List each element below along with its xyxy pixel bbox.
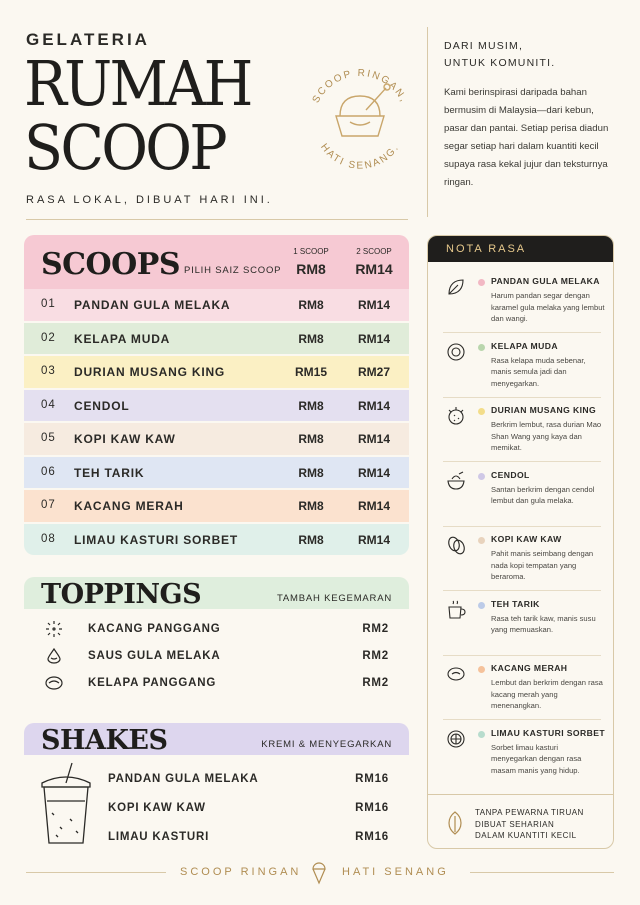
flavour-note: [428, 661, 614, 723]
scoop-price-1-scoop: RM8: [298, 298, 324, 312]
note-description: Lembut dan berkrim dengan rasa kacang merah yang menenangkan.: [491, 678, 603, 710]
shake-row: KOPI KAW KAW RM16: [108, 802, 389, 814]
bowl-icon: [445, 470, 467, 492]
shakes-subtitle: KREMI & MENYEGARKAN: [261, 739, 392, 750]
col-2-scoop-label: 2 SCOOP: [356, 247, 392, 256]
intro-heading: DARI MUSIM, UNTUK KOMUNITI.: [444, 40, 556, 69]
header-divider: [26, 219, 408, 220]
note-divider: [443, 719, 601, 720]
flavour-color-dot: [478, 602, 485, 609]
scoop-number: 02: [41, 331, 56, 344]
col-1-scoop-label: 1 SCOOP: [293, 247, 329, 256]
note-divider: [443, 332, 601, 333]
notes-title: NOTA RASA: [428, 236, 614, 262]
shake-row: PANDAN GULA MELAKA RM16: [108, 773, 389, 785]
scoops-section: [24, 235, 409, 555]
scoop-row: [24, 323, 409, 355]
intro-body: Kami berinspirasi daripada bahan bermusim di Malaysia—dari kebun, pasar dan pantai. Setiap perisa diadun segar setiap hari dalam kuantiti kecil supaya rasa kekal jujur dan teksturnya ringan.: [444, 87, 609, 188]
flavour-note: [428, 403, 614, 465]
bean-icon: [445, 663, 467, 685]
coffee-bean-icon: [445, 534, 467, 556]
scoop-flavour-name: PANDAN GULA MELAKA: [74, 298, 231, 312]
syrup-drop-icon: [44, 646, 64, 666]
scoop-number: 04: [41, 398, 56, 411]
scoop-number: 08: [41, 532, 56, 545]
header-vertical-divider: [427, 27, 428, 217]
scoop-price-1-scoop: RM8: [298, 432, 324, 446]
scoop-price-1-scoop: RM8: [298, 331, 324, 346]
flavour-color-dot: [478, 408, 485, 415]
note-divider: [443, 397, 601, 398]
flavour-color-dot: [478, 344, 485, 351]
footer-rule-right: [470, 872, 614, 873]
note-title: CENDOL: [491, 469, 530, 480]
footer-rule-left: [26, 872, 166, 873]
ice-cream-stamp-icon: [300, 58, 420, 188]
scoop-price-1-scoop: RM15: [294, 365, 327, 379]
scoop-flavour-name: LIMAU KASTURI SORBET: [74, 532, 238, 547]
note-description: Berkrim lembut, rasa durian Mao Shan Wang yang kaya dan memikat.: [491, 420, 602, 452]
col-2-scoop-price: RM14: [355, 261, 393, 277]
scoop-number: 01: [41, 298, 56, 310]
toppings-subtitle: TAMBAH KEGEMARAN: [276, 593, 392, 604]
ice-cream-cone-icon: [310, 859, 328, 885]
tagline: RASA LOKAL, DIBUAT HARI INI.: [26, 194, 273, 206]
scoops-subtitle: PILIH SAIZ SCOOP: [184, 265, 282, 276]
coconut-flake-icon: [44, 673, 64, 693]
scoop-price-2-scoop: RM27: [357, 365, 390, 379]
topping-row: KACANG PANGGANG RM2: [24, 617, 409, 643]
note-title: LIMAU KASTURI SORBET: [491, 727, 605, 738]
scoop-row: [24, 457, 409, 489]
flavour-note: [428, 468, 614, 530]
note-description: Harum pandan segar dengan karamel gula melaka yang lembut dan wangi.: [491, 291, 605, 323]
flavour-note: [428, 274, 614, 336]
scoop-price-1-scoop: RM8: [298, 398, 324, 413]
scoop-flavour-name: TEH TARIK: [74, 465, 145, 480]
sprinkle-icon: [44, 619, 64, 639]
notes-footer-divider: [428, 794, 614, 795]
scoop-row: [24, 390, 409, 422]
scoop-price-2-scoop: RM14: [357, 398, 390, 413]
note-divider: [443, 526, 601, 527]
note-divider: [443, 590, 601, 591]
scoop-flavour-name: KACANG MERAH: [74, 499, 184, 513]
flavour-color-dot: [478, 731, 485, 738]
lime-icon: [445, 728, 467, 750]
brand-title-line1: RUMAH: [24, 47, 251, 120]
durian-icon: [445, 405, 467, 427]
note-title: PANDAN GULA MELAKA: [491, 276, 600, 286]
scoop-row: [24, 289, 409, 321]
stamp-bottom-text: HATI SENANG.: [318, 141, 402, 172]
footer-right-text: HATI SENANG: [342, 866, 449, 878]
scoop-price-2-scoop: RM14: [357, 532, 390, 547]
col-1-scoop-price: RM8: [296, 261, 326, 277]
scoop-price-1-scoop: RM8: [298, 499, 324, 513]
scoop-flavour-name: KOPI KAW KAW: [74, 432, 176, 446]
scoop-flavour-name: CENDOL: [74, 398, 130, 413]
shakes-header: [24, 723, 409, 755]
note-description: Rasa teh tarik kaw, manis susu yang memuaskan.: [491, 613, 596, 634]
leaf-icon: [445, 276, 467, 298]
scoop-price-2-scoop: RM14: [357, 432, 390, 446]
svg-text:SCOOP RINGAN,: [311, 68, 410, 105]
shake-row: LIMAU KASTURI RM16: [108, 831, 389, 843]
scoop-number: 05: [41, 432, 56, 444]
brand-kicker: GELATERIA: [26, 30, 150, 49]
scoop-number: 06: [41, 465, 56, 478]
note-divider: [443, 655, 601, 656]
flavour-color-dot: [478, 473, 485, 480]
note-description: Pahit manis seimbang dengan nada kopi tempatan yang beraroma.: [491, 549, 594, 581]
scoop-number: 07: [41, 499, 56, 511]
shakes-section: [24, 723, 409, 851]
flavour-note: [428, 726, 614, 788]
flavour-note: [428, 597, 614, 659]
flavour-notes-panel: [427, 235, 614, 849]
note-title: KACANG MERAH: [491, 663, 568, 673]
cup-icon: [445, 599, 467, 621]
flavour-color-dot: [478, 537, 485, 544]
scoop-flavour-name: KELAPA MUDA: [74, 331, 171, 346]
note-divider: [443, 461, 601, 462]
note-title: KELAPA MUDA: [491, 340, 558, 351]
stamp-top-text: SCOOP RINGAN,: [310, 67, 410, 105]
svg-text:HATI SENANG.: [318, 142, 402, 172]
topping-row: SAUS GULA MELAKA RM2: [24, 644, 409, 670]
flavour-note: [428, 339, 614, 401]
scoop-number: 03: [41, 365, 56, 377]
scoop-price-2-scoop: RM14: [357, 298, 390, 312]
scoop-price-1-scoop: RM8: [298, 465, 324, 480]
shakes-title: SHAKES: [41, 725, 168, 756]
scoops-title: SCOOPS: [41, 247, 181, 282]
note-title: KOPI KAW KAW: [491, 534, 562, 544]
note-description: Sorbet limau kasturi menyegarkan dengan rasa masam manis yang hidup.: [491, 742, 582, 775]
scoops-header: [24, 235, 409, 289]
toppings-header: [24, 577, 409, 609]
leaf-badge-icon: [444, 810, 466, 836]
flavour-color-dot: [478, 279, 485, 286]
scoop-row: [24, 356, 409, 388]
scoop-row: [24, 490, 409, 522]
note-description: Rasa kelapa muda sebenar, manis semula jadi dan menyegarkan.: [491, 355, 586, 388]
scoop-price-2-scoop: RM14: [357, 499, 390, 513]
toppings-title: TOPPINGS: [41, 579, 202, 610]
scoop-row: [24, 423, 409, 455]
note-description: Santan berkrim dengan cendol lembut dan gula melaka.: [491, 484, 595, 505]
flavour-note: [428, 532, 614, 594]
scoop-flavour-name: DURIAN MUSANG KING: [74, 365, 226, 379]
flavour-color-dot: [478, 666, 485, 673]
brand-title-line2: SCOOP: [24, 111, 225, 184]
note-title: TEH TARIK: [491, 598, 540, 609]
scoop-price-1-scoop: RM8: [298, 532, 324, 547]
scoop-price-2-scoop: RM14: [357, 465, 390, 480]
note-title: DURIAN MUSANG KING: [491, 405, 597, 415]
topping-row: KELAPA PANGGANG RM2: [24, 671, 409, 697]
coconut-icon: [445, 341, 467, 363]
scoop-price-2-scoop: RM14: [357, 331, 390, 346]
scoop-row: [24, 524, 409, 556]
footer-left-text: SCOOP RINGAN: [180, 866, 302, 878]
toppings-section: [24, 577, 409, 702]
notes-footer: TANPA PEWARNA TIRUAN DIBUAT SEHARIAN DALAM KUANTITI KECIL: [475, 808, 584, 840]
